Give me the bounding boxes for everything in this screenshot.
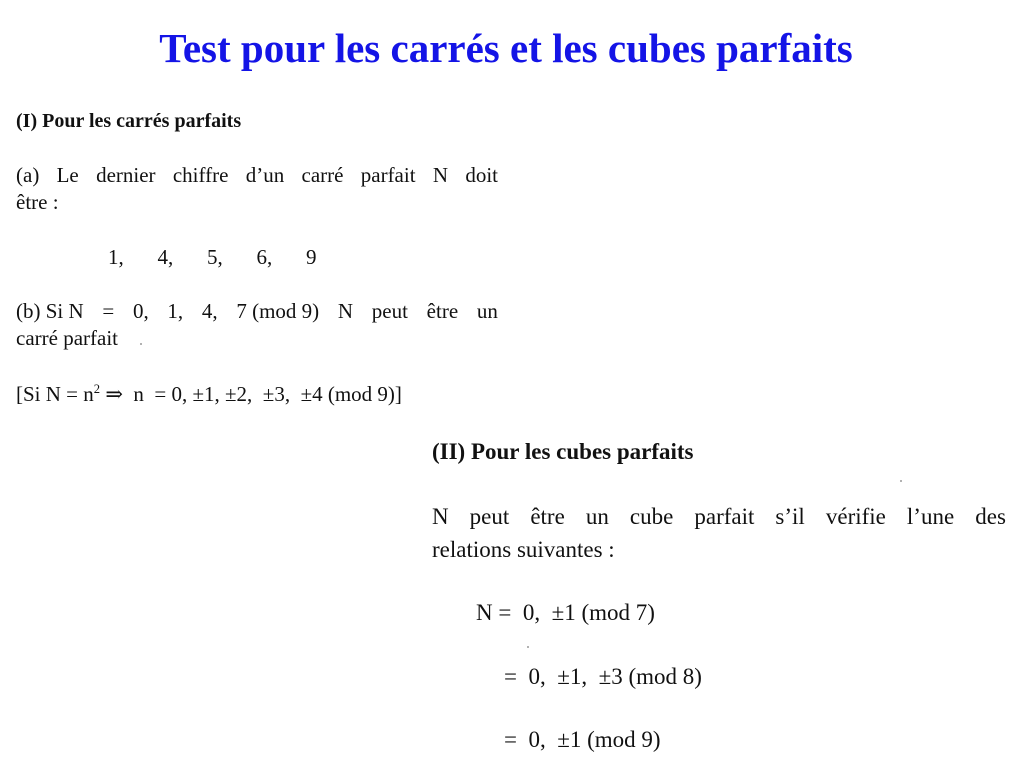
square-last-digits: 1, 4, 5, 6, 9 [108, 245, 317, 269]
scan-speck [527, 646, 529, 648]
part-a-word: parfait [360, 163, 416, 187]
intro-word: des [975, 504, 1006, 529]
cube-intro-line [432, 504, 1006, 530]
part-a-word: Le [56, 163, 79, 187]
part-a-word: N [432, 163, 449, 187]
part-a-word: dernier [96, 163, 156, 187]
part-a-word: doit [465, 163, 498, 187]
note-prefix: [Si N = n [16, 382, 94, 406]
note-exponent: 2 [93, 382, 101, 396]
part-b-word: 4, [201, 299, 218, 323]
part-b-word: 1, [167, 299, 184, 323]
section-two-heading: (II) Pour les cubes parfaits [432, 439, 694, 464]
intro-word: un [585, 504, 609, 529]
intro-word: peut [469, 504, 510, 529]
section-one-heading: (I) Pour les carrés parfaits [16, 110, 242, 132]
cube-intro-continuation: relations suivantes : [432, 537, 615, 562]
part-b-word: N [337, 299, 354, 323]
part-a-continuation: être : [16, 190, 59, 214]
part-b-line [16, 299, 498, 324]
cube-congruence-mod-7: N = 0, ±1 (mod 7) [476, 600, 655, 625]
square-root-note [16, 382, 402, 407]
part-b-word: un [476, 299, 498, 323]
part-b-word: 7 (mod 9) [236, 299, 320, 323]
intro-word: cube [629, 504, 674, 529]
note-rest: ⇒ n = 0, ±1, ±2, ±3, ±4 (mod 9)] [100, 382, 402, 406]
intro-word: s’il [775, 504, 805, 529]
part-a-word: carré [301, 163, 344, 187]
part-a-word: (a) [16, 163, 40, 187]
intro-word: N [432, 504, 449, 529]
part-b-word: peut [371, 299, 408, 323]
intro-word: être [530, 504, 565, 529]
part-a-line [16, 163, 498, 188]
cube-congruence-mod-9: = 0, ±1 (mod 9) [504, 727, 661, 752]
intro-word: l’une [906, 504, 955, 529]
intro-word: vérifie [825, 504, 886, 529]
cube-congruence-mod-8: = 0, ±1, ±3 (mod 8) [504, 664, 702, 689]
part-b-word: être [426, 299, 459, 323]
part-b-word: 0, [132, 299, 149, 323]
part-b-word: = [102, 299, 115, 323]
scan-speck [140, 343, 142, 345]
intro-word: parfait [694, 504, 755, 529]
part-a-word: d’un [245, 163, 285, 187]
part-b-word: (b) Si N [16, 299, 84, 323]
slide-title: Test pour les carrés et les cubes parfaits [159, 25, 853, 71]
part-b-continuation: carré parfait [16, 326, 118, 350]
part-a-word: chiffre [172, 163, 229, 187]
scan-speck [900, 480, 902, 482]
